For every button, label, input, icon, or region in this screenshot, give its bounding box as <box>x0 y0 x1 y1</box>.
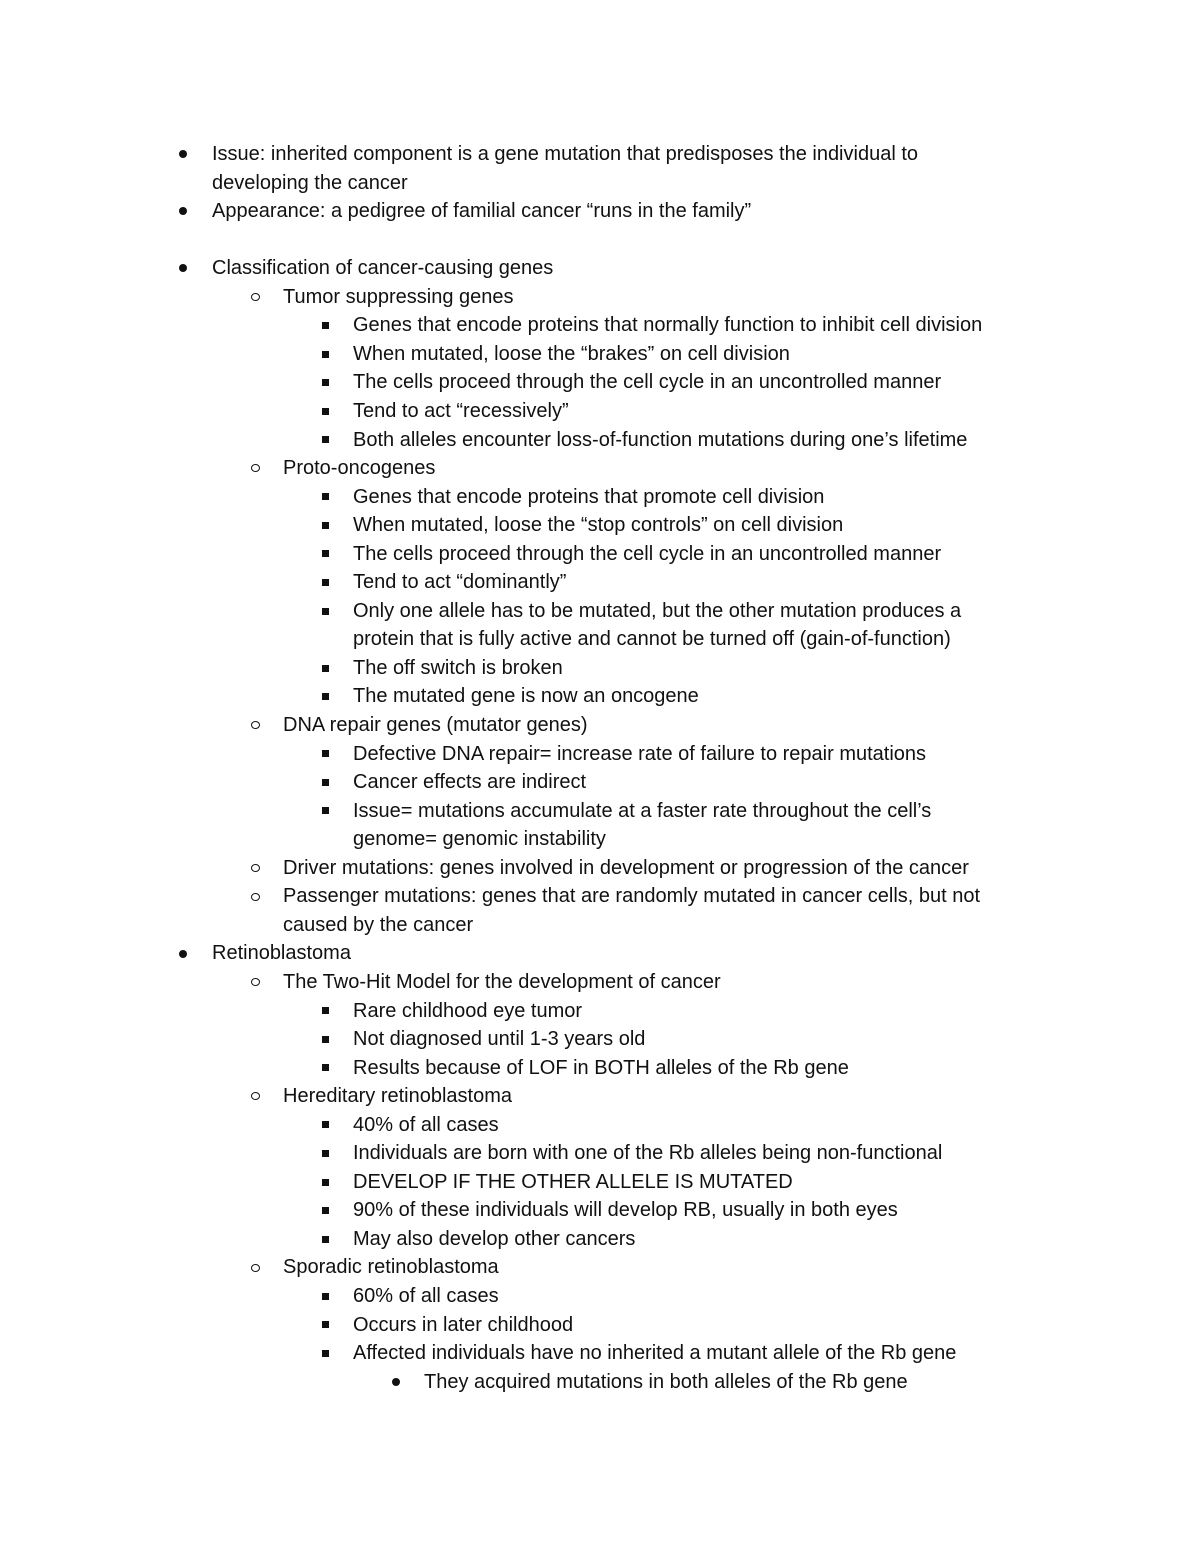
list-item-text: Rare childhood eye tumor <box>353 999 583 1022</box>
bullet-square-icon <box>317 511 333 540</box>
list-item-text: Issue= mutations accumulate at a faster rate throughout the cell’s <box>353 799 932 822</box>
list-item-text: When mutated, loose the “brakes” on cell division <box>353 342 790 365</box>
bullet-square-icon <box>317 426 333 455</box>
list-item-text: Affected individuals have no inherited a mutant allele of the Rb gene <box>353 1342 957 1365</box>
list-item-text: Occurs in later childhood <box>353 1313 574 1336</box>
list-item-text: The cells proceed through the cell cycle in an uncontrolled manner <box>353 542 942 565</box>
bullet-disc-icon <box>388 1368 404 1397</box>
list-item-text: When mutated, loose the “stop controls” on cell division <box>353 514 844 537</box>
list-item-text: Driver mutations: genes involved in development or progression of the cancer <box>283 856 969 879</box>
list-item-text: Tend to act “dominantly” <box>353 571 567 594</box>
bullet-square-icon <box>317 597 333 626</box>
bullet-square-icon <box>317 768 333 797</box>
list-item-text: Classification of cancer-causing genes <box>212 257 554 280</box>
bullet-circle-icon <box>247 854 263 883</box>
list-item-text: The Two-Hit Model for the development of cancer <box>283 970 721 993</box>
list-item-text: Hereditary retinoblastoma <box>283 1085 512 1108</box>
list-item-text: Only one allele has to be mutated, but the other mutation produces a <box>353 599 962 622</box>
list-item-text: Appearance: a pedigree of familial cancer “runs in the family” <box>212 200 752 223</box>
list-item-text: The cells proceed through the cell cycle in an uncontrolled manner <box>353 371 942 394</box>
bullet-disc-icon <box>175 197 191 226</box>
list-item-text: developing the cancer <box>212 171 408 194</box>
bullet-disc-icon <box>175 140 191 169</box>
bullet-disc-icon <box>175 254 191 283</box>
bullet-disc-icon <box>175 939 191 968</box>
list-item-text: Cancer effects are indirect <box>353 771 587 794</box>
bullet-square-icon <box>317 1025 333 1054</box>
list-item-text: Passenger mutations: genes that are randomly mutated in cancer cells, but not <box>283 885 981 908</box>
bullet-circle-icon <box>247 968 263 997</box>
list-item-text: 90% of these individuals will develop RB, usually in both eyes <box>353 1199 898 1222</box>
list-item-text: The mutated gene is now an oncogene <box>353 685 699 708</box>
bullet-square-icon <box>317 568 333 597</box>
bullet-circle-icon <box>247 283 263 312</box>
list-item-text: Tend to act “recessively” <box>353 399 569 422</box>
bullet-square-icon <box>317 340 333 369</box>
bullet-square-icon <box>317 368 333 397</box>
bullet-circle-icon <box>247 1082 263 1111</box>
list-item-text: 40% of all cases <box>353 1113 499 1136</box>
bullet-square-icon <box>317 1139 333 1168</box>
list-item-text: Sporadic retinoblastoma <box>283 1256 499 1279</box>
list-item-text: Retinoblastoma <box>212 942 351 965</box>
bullet-square-icon <box>317 1054 333 1083</box>
list-item-text: Proto-oncogenes <box>283 457 436 480</box>
bullet-square-icon <box>317 311 333 340</box>
bullet-circle-icon <box>247 454 263 483</box>
bullet-square-icon <box>317 654 333 683</box>
list-item-text: May also develop other cancers <box>353 1227 636 1250</box>
bullet-square-icon <box>317 682 333 711</box>
list-item-text: 60% of all cases <box>353 1285 499 1307</box>
list-item-text: Not diagnosed until 1-3 years old <box>353 1028 646 1051</box>
list-item-text: Individuals are born with one of the Rb alleles being non-functional <box>353 1142 943 1165</box>
list-item-text: The off switch is broken <box>353 656 563 679</box>
bullet-circle-icon <box>247 1253 263 1282</box>
bullet-square-icon <box>317 1168 333 1197</box>
list-item-text: Results because of LOF in BOTH alleles of the Rb gene <box>353 1056 849 1079</box>
bullet-square-icon <box>317 740 333 769</box>
bullet-square-icon <box>317 1339 333 1368</box>
bullet-square-icon <box>317 1111 333 1140</box>
bullet-square-icon <box>317 1225 333 1254</box>
bullet-circle-icon <box>247 882 263 911</box>
list-item-text: Issue: inherited component is a gene mutation that predisposes the individual to <box>212 143 918 165</box>
list-item-text: They acquired mutations in both alleles of the Rb gene <box>424 1370 908 1393</box>
bullet-square-icon <box>317 1196 333 1225</box>
list-item-text: Tumor suppressing genes <box>283 285 514 308</box>
bullet-square-icon <box>317 483 333 512</box>
list-item-text: Defective DNA repair= increase rate of failure to repair mutations <box>353 742 927 765</box>
bullet-circle-icon <box>247 711 263 740</box>
list-item-text: Genes that encode proteins that promote cell division <box>353 485 825 508</box>
list-item-text: DNA repair genes (mutator genes) <box>283 714 588 736</box>
bullet-square-icon <box>317 1311 333 1340</box>
bullet-square-icon <box>317 540 333 569</box>
bullet-square-icon <box>317 797 333 826</box>
list-item-text: genome= genomic instability <box>353 828 606 851</box>
bullet-square-icon <box>317 1282 333 1311</box>
bullet-square-icon <box>317 397 333 426</box>
list-item-text: DEVELOP IF THE OTHER ALLELE IS MUTATED <box>353 1170 793 1193</box>
bullet-square-icon <box>317 997 333 1026</box>
list-item-text: protein that is fully active and cannot be turned off (gain-of-function) <box>353 628 951 651</box>
list-item-text: Both alleles encounter loss-of-function mutations during one’s lifetime <box>353 428 968 451</box>
list-item-text: Genes that encode proteins that normally function to inhibit cell division <box>353 314 983 337</box>
list-item-text: caused by the cancer <box>283 913 474 936</box>
